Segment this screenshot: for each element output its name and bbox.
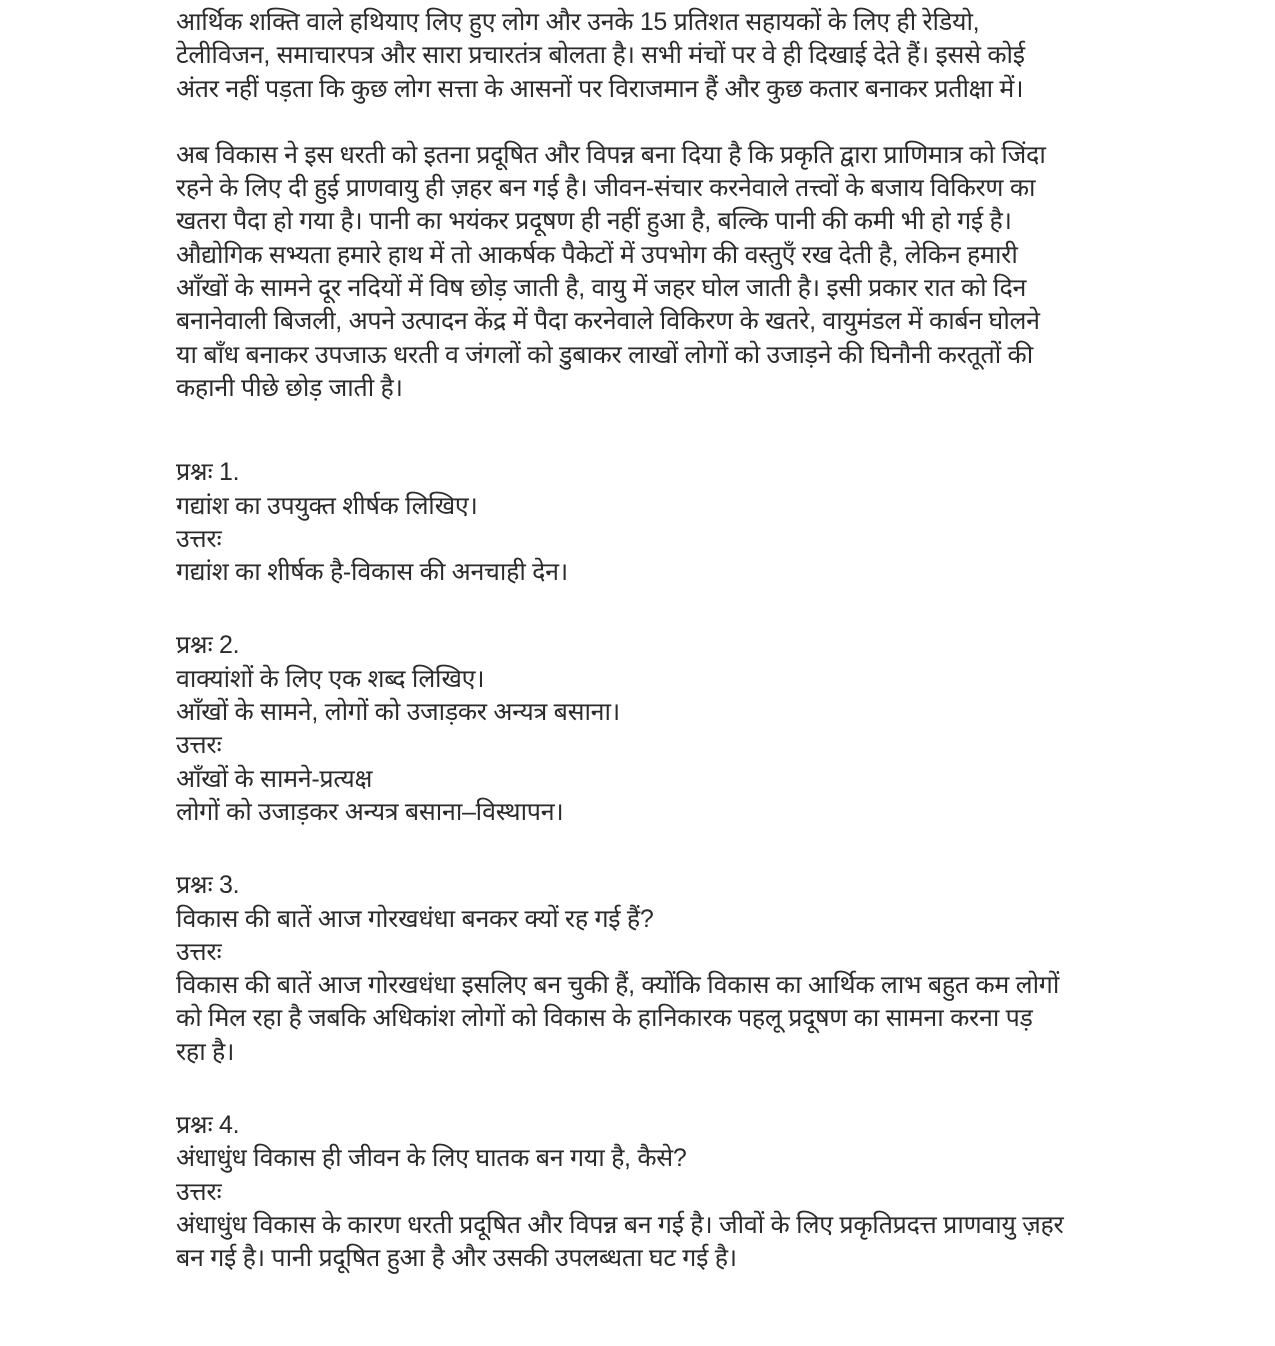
answer-text: रहा है। [176,1037,235,1066]
question-label: प्रश्नः 4. [176,1111,240,1140]
answer-label: उत्तरः [176,1177,222,1206]
spacer [176,405,1151,456]
question-text: आँखों के सामने, लोगों को उजाड़कर अन्यत्र बसाना। [176,698,620,727]
answer-text: बन गई है। पानी प्रदूषित हुआ है और उसकी उपलब्धता घट गई है। [176,1244,737,1273]
question-block-2 [176,629,1151,829]
spacer [176,106,1151,139]
text-line: अंतर नहीं पड़ता कि कुछ लोग सत्ता के आसनों पर विराजमान हैं और कुछ कतार बनाकर प्रतीक्षा में। [176,74,1024,103]
question-label: प्रश्नः 3. [176,871,240,900]
spacer [176,589,1151,629]
question-block-1 [176,456,1151,589]
spacer [176,829,1151,869]
passage-paragraph-2 [176,139,1151,405]
answer-text: को मिल रहा है जबकि अधिकांश लोगों को विकास के हानिकारक पहलू प्रदूषण का सामना करना पड़ [176,1004,1033,1033]
question-text: विकास की बातें आज गोरखधंधा बनकर क्यों रह गई हैं? [176,904,654,933]
spacer [176,1069,1151,1109]
question-block-4 [176,1109,1151,1275]
answer-text: लोगों को उजाड़कर अन्यत्र बसाना–विस्थापन। [176,797,564,826]
text-line: रहने के लिए दी हुई प्राणवायु ही ज़हर बन गई है। जीवन-संचार करनेवाले तत्त्वों के बजाय विकिरण का [176,174,1036,203]
answer-text: गद्यांश का शीर्षक है-विकास की अनचाही देन। [176,558,568,587]
text-line: औद्योगिक सभ्यता हमारे हाथ में तो आकर्षक पैकेटों में उपभोग की वस्तुएँ रख देती है, लेकिन हमारी [176,240,1018,269]
text-line: खतरा पैदा हो गया है। पानी का भयंकर प्रदूषण ही नहीं हुआ है, बल्कि पानी की कमी भी हो गई है। [176,207,1012,236]
text-line: या बाँध बनाकर उपजाऊ धरती व जंगलों को डुबाकर लाखों लोगों को उजाड़ने की घिनौनी करतूतों की [176,340,1033,369]
answer-text: अंधाधुंध विकास के कारण धरती प्रदूषित और विपन्न बन गई है। जीवों के लिए प्रकृतिप्रदत्त प्राणवायु ज़हर [176,1210,1064,1239]
question-text: अंधाधुंध विकास ही जीवन के लिए घातक बन गया है, कैसे? [176,1144,687,1173]
document-body [176,6,1151,1276]
question-text: वाक्यांशों के लिए एक शब्द लिखिए। [176,664,485,693]
text-line: अब विकास ने इस धरती को इतना प्रदूषित और विपन्न बना दिया है कि प्रकृति द्वारा प्राणिमात्र को जिंदा [176,140,1046,169]
passage-paragraph-1 [176,6,1151,106]
text-line: बनानेवाली बिजली, अपने उत्पादन केंद्र में पैदा करनेवाले विकिरण के खतरे, वायुमंडल में कार्बन घोलने [176,307,1040,336]
answer-label: उत्तरः [176,937,222,966]
text-line: कहानी पीछे छोड़ जाती है। [176,373,403,402]
question-label: प्रश्नः 1. [176,458,240,487]
answer-label: उत्तरः [176,731,222,760]
text-line: आर्थिक शक्ति वाले हथियाए लिए हुए लोग और उनके 15 प्रतिशत सहायकों के लिए ही रेडियो, [176,8,980,36]
text-line: टेलीविजन, समाचारपत्र और सारा प्रचारतंत्र बोलता है। सभी मंचों पर वे ही दिखाई देते हैं। इससे कोई [176,41,1025,70]
question-block-3 [176,869,1151,1069]
answer-text: आँखों के सामने-प्रत्यक्ष [176,764,373,793]
question-text: गद्यांश का उपयुक्त शीर्षक लिखिए। [176,491,478,520]
question-label: प्रश्नः 2. [176,631,240,660]
text-line: आँखों के सामने दूर नदियों में विष छोड़ जाती है, वायु में जहर घोल जाती है। इसी प्रकार रात को दिन [176,274,1027,303]
answer-label: उत्तरः [176,524,222,553]
answer-text: विकास की बातें आज गोरखधंधा इसलिए बन चुकी हैं, क्योंकि विकास का आर्थिक लाभ बहुत कम लोगों [176,971,1060,1000]
